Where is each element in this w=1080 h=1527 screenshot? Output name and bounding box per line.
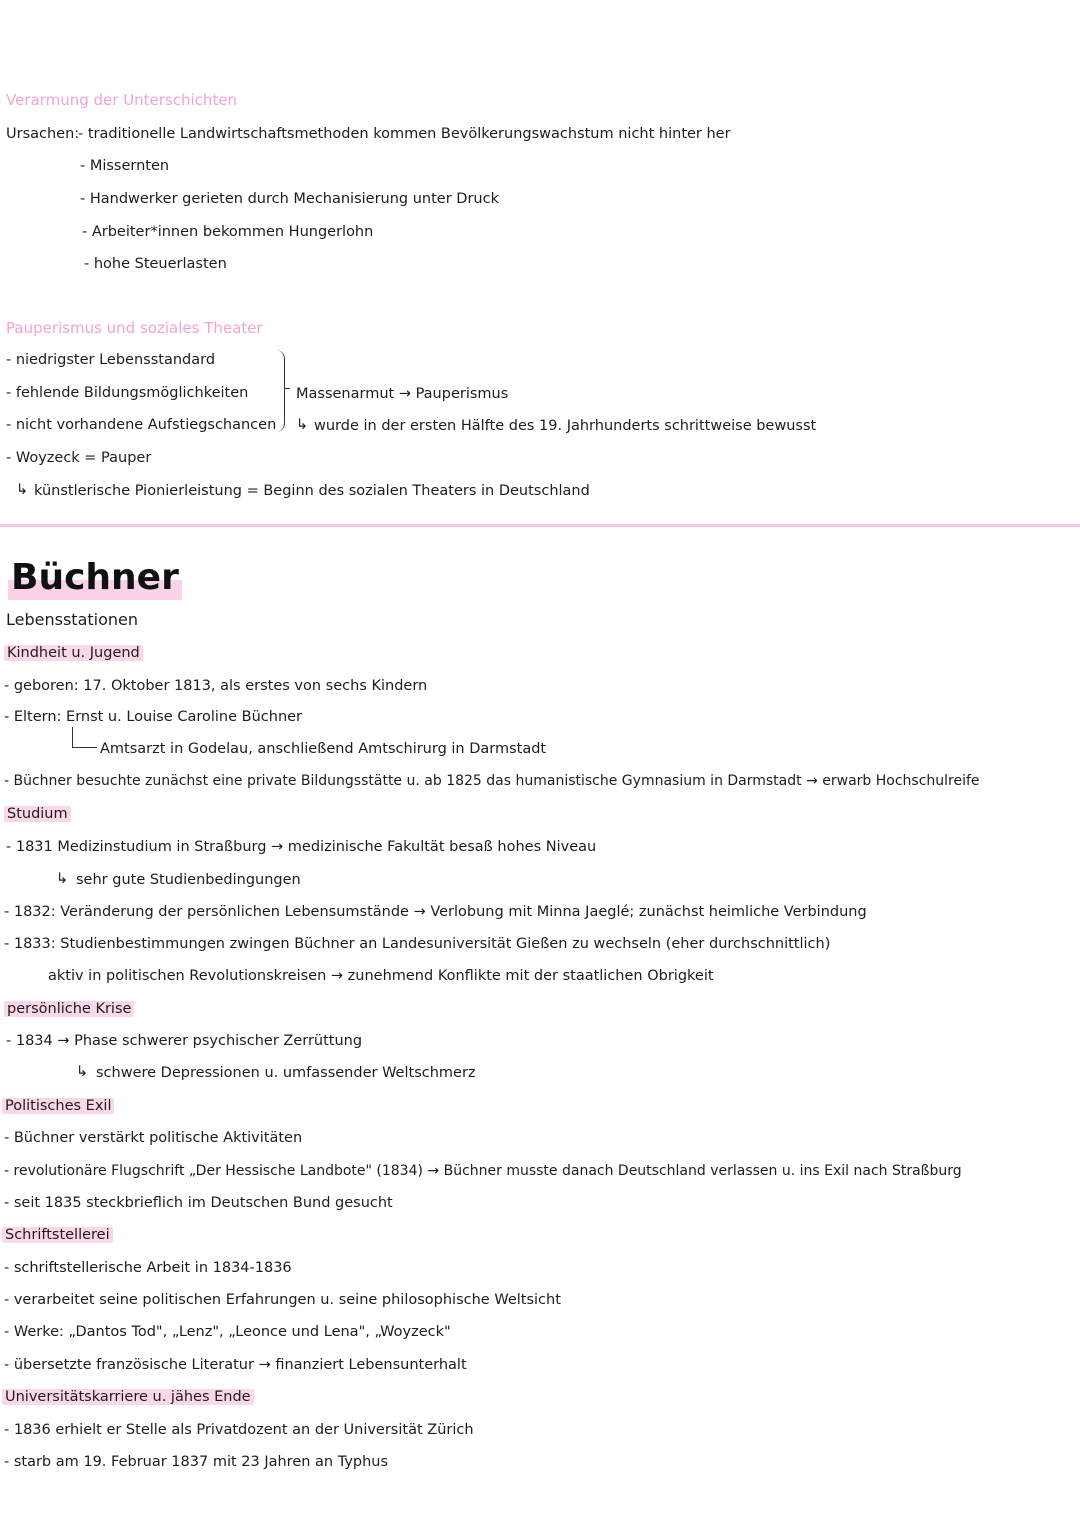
list-item: - Werke: „Dantos Tod", „Lenz", „Leonce und Lena", „Woyzeck" xyxy=(4,1324,451,1340)
brace-sub-note: wurde in der ersten Hälfte des 19. Jahrhunderts schrittweise bewusst xyxy=(314,418,817,434)
list-item: - fehlende Bildungsmöglichkeiten xyxy=(6,385,249,401)
list-item: - Eltern: Ernst u. Louise Caroline Büchner xyxy=(4,709,303,725)
brace-tip xyxy=(284,388,290,389)
list-item: - traditionelle Landwirtschaftsmethoden kommen Bevölkerungswachstum nicht hinter her xyxy=(78,126,731,142)
ursachen-label: Ursachen: xyxy=(6,126,80,142)
heading-studium: Studium xyxy=(4,806,71,822)
list-item: - 1834 → Phase schwerer psychischer Zerrüttung xyxy=(6,1033,363,1049)
section-divider xyxy=(0,524,1080,527)
list-item: - Woyzeck = Pauper xyxy=(6,450,152,466)
brace-note: Massenarmut → Pauperismus xyxy=(296,386,509,402)
woyzeck-sub-note: künstlerische Pionierleistung = Beginn des sozialen Theaters in Deutschland xyxy=(34,483,590,499)
heading-karriere: Universitätskarriere u. jähes Ende xyxy=(2,1389,254,1405)
list-item: - starb am 19. Februar 1837 mit 23 Jahren an Typhus xyxy=(4,1454,389,1470)
heading-kindheit: Kindheit u. Jugend xyxy=(4,645,143,661)
list-item: - übersetzte französische Literatur → finanziert Lebensunterhalt xyxy=(4,1357,467,1373)
list-item: - geboren: 17. Oktober 1813, als erstes von sechs Kindern xyxy=(4,678,428,694)
list-item: aktiv in politischen Revolutionskreisen → zunehmend Konflikte mit der staatlichen Obrigkeit xyxy=(48,968,714,984)
corner-arrow-icon xyxy=(72,727,97,748)
heading-pauperismus: Pauperismus und soziales Theater xyxy=(6,319,263,337)
list-item: - verarbeitet seine politischen Erfahrungen u. seine philosophische Weltsicht xyxy=(4,1292,561,1308)
page-title: Büchner xyxy=(8,556,182,600)
list-item: - schriftstellerische Arbeit in 1834-1836 xyxy=(4,1260,292,1276)
heading-krise: persönliche Krise xyxy=(4,1001,134,1017)
heading-verarmung: Verarmung der Unterschichten xyxy=(6,91,238,109)
arrow-icon: ↳ xyxy=(296,417,309,433)
list-item: - 1833: Studienbestimmungen zwingen Büchner an Landesuniversität Gießen zu wechseln (eher durchschnittlich) xyxy=(4,936,831,952)
arrow-icon: ↳ xyxy=(16,482,29,498)
list-item: - seit 1835 steckbrieflich im Deutschen Bund gesucht xyxy=(4,1195,393,1211)
curly-brace xyxy=(276,350,285,432)
list-item: schwere Depressionen u. umfassender Weltschmerz xyxy=(96,1065,476,1081)
list-item: sehr gute Studienbedingungen xyxy=(76,872,301,888)
list-item: - Missernten xyxy=(80,158,170,174)
list-item: - 1831 Medizinstudium in Straßburg → medizinische Fakultät besaß hohes Niveau xyxy=(6,839,597,855)
list-item: - hohe Steuerlasten xyxy=(84,256,227,272)
heading-exil: Politisches Exil xyxy=(2,1098,114,1114)
list-item: Amtsarzt in Godelau, anschließend Amtschirurg in Darmstadt xyxy=(100,741,547,757)
list-item: - Arbeiter*innen bekommen Hungerlohn xyxy=(82,224,374,240)
subheading-lebensstationen: Lebensstationen xyxy=(6,610,138,629)
heading-schriftstellerei: Schriftstellerei xyxy=(2,1227,113,1243)
list-item: - Büchner besuchte zunächst eine private Bildungsstätte u. ab 1825 das humanistische Gymnasium in Darmstadt → erwarb Hochschulreife xyxy=(4,773,980,789)
list-item: - Handwerker gerieten durch Mechanisierung unter Druck xyxy=(80,191,499,207)
arrow-icon: ↳ xyxy=(76,1064,89,1080)
list-item: - nicht vorhandene Aufstiegschancen xyxy=(6,417,277,433)
list-item: - revolutionäre Flugschrift „Der Hessische Landbote" (1834) → Büchner musste danach Deutschland verlassen u. ins Exil nach Straßburg xyxy=(4,1163,962,1179)
list-item: - 1836 erhielt er Stelle als Privatdozent an der Universität Zürich xyxy=(4,1422,474,1438)
list-item: - 1832: Veränderung der persönlichen Lebensumstände → Verlobung mit Minna Jaeglé; zunächst heimliche Verbindung xyxy=(4,904,867,920)
list-item: - Büchner verstärkt politische Aktivitäten xyxy=(4,1130,303,1146)
list-item: - niedrigster Lebensstandard xyxy=(6,352,216,368)
arrow-icon: ↳ xyxy=(56,871,69,887)
